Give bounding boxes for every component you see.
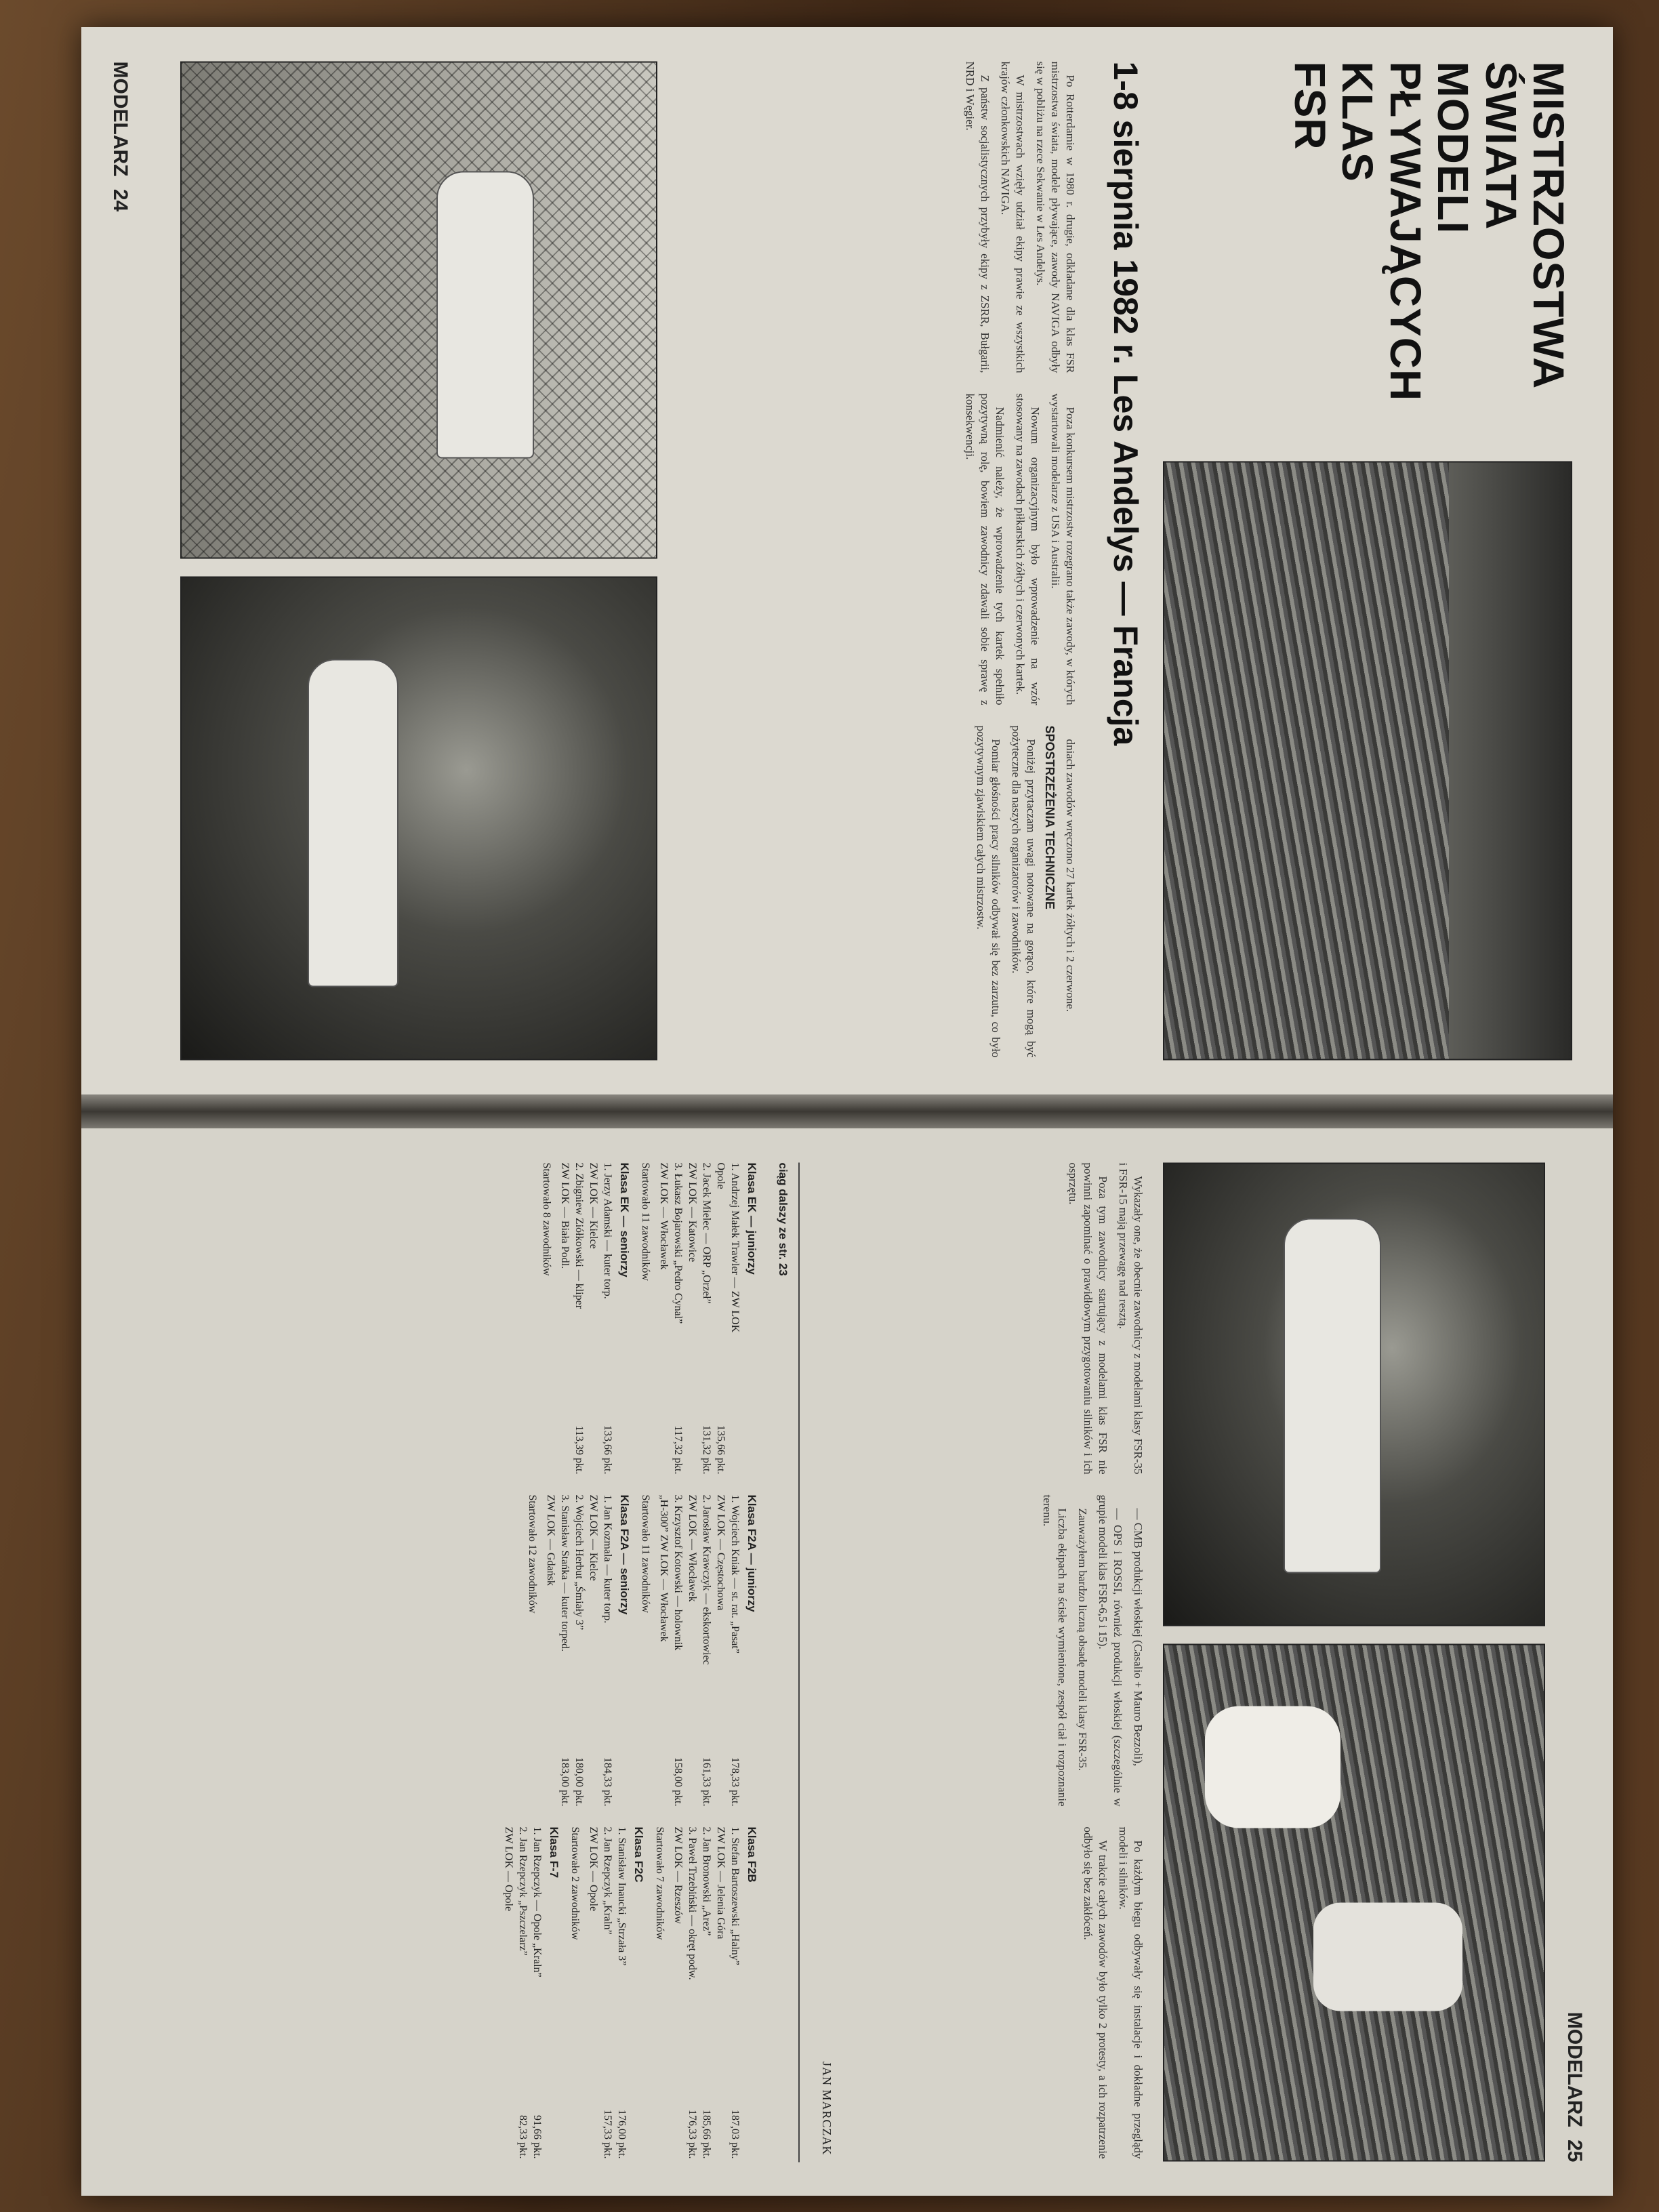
results-note: Startowało 2 zawodników <box>569 1826 581 1940</box>
result-row: ZW LOK — Częstochowa <box>715 1494 726 1610</box>
paragraph: Nowum organizacyjnym było wprowadzenie na wzór stosowany na zawodach piłkarskich żółtych i czerwonych kartek. <box>1014 393 1042 705</box>
result-row: 1. Stefan Bartoszewski „Halny” 187,03 pkt. <box>729 1826 741 2158</box>
results-header: Klasa F2C <box>632 1826 645 1883</box>
result-row: ZW LOK — Opole <box>503 1826 514 1911</box>
result-row: 3. Łukasz Bojarowski „Pedro Cynal” 117,32 pkt. <box>672 1162 684 1474</box>
headline-line-3: MODELI <box>1429 61 1478 234</box>
article-column-3 <box>968 725 1078 1057</box>
result-row: ZW LOK — Gdańsk <box>545 1494 556 1586</box>
modeler-with-boat-photo <box>1163 1162 1545 1626</box>
page-24-content <box>81 27 1613 1094</box>
results-note: Startowało 7 zawodników <box>654 1826 665 1940</box>
paragraph: Poza konkursem mistrzostw rozegrano także zawody, w których wystartowali modelarze z USA i Australii. <box>1049 393 1077 705</box>
result-row: ZW LOK — Opole <box>588 1826 599 1911</box>
result-row: 3. Stanisław Stańka — kuter torped. 183,00 pkt. <box>559 1494 571 1806</box>
results-header: Klasa F2A — seniorzy <box>618 1494 631 1614</box>
paragraph: Wykazały one, że obecnie zawodnicy z modelami klasy FSR-35 i FSR-15 mają przewagę nad resztą. <box>1117 1162 1145 1474</box>
boat-on-stand-photo <box>180 61 657 558</box>
headline <box>1286 61 1572 441</box>
result-row: 1. Jan Rzepczyk — Opole „Kraln” 91,66 pkt. <box>531 1826 543 2158</box>
result-row: „H-300” ZW LOK — Włocławek <box>658 1494 670 1642</box>
continued-note: ciąg dalszy ze str. 23 <box>777 1162 790 1276</box>
paragraph: Z państw socjalistycznych przybyły ekipy z ZSRR, Bułgarii, NRD i Węgier. <box>964 61 991 373</box>
result-row: ZW LOK — Włocławek <box>687 1494 698 1602</box>
results-note: Startowało 11 zawodników <box>640 1494 651 1613</box>
paragraph: dniach zawodów wręczono 27 kartek żółtych i 2 czerwone. <box>1064 739 1077 1012</box>
magazine-spine <box>81 1094 1613 1128</box>
dateline: 1-8 sierpnia 1982 r. Les Andelys — Francja <box>1107 61 1145 745</box>
open-magazine <box>81 27 1613 2196</box>
result-row: 2. Wojciech Herbut „Śmiały 3” 180,00 pkt. <box>573 1494 585 1806</box>
result-row: Opole 135,66 pkt. <box>715 1162 726 1474</box>
article-column-1 <box>1060 1162 1145 1474</box>
results-header: Klasa F2A — juniorzy <box>745 1494 758 1612</box>
result-row: ZW LOK — Jelenia Góra <box>715 1826 726 1939</box>
lake-photo <box>1163 461 1572 1060</box>
paragraph: W trakcie całych zawodów było tylko 2 protesty, a ich rozpatrzenie odbyło się bez zakłóceń. <box>1082 1826 1109 2158</box>
page-25-content <box>81 1128 1613 2196</box>
result-row: 2. Jarosław Krawczyk — ekskortowiec 161,33 pkt. <box>701 1494 712 1806</box>
result-row: 1. Andrzej Małek Trawler — ZW LOK <box>729 1162 741 1332</box>
results-note: Startowało 11 zawodników <box>640 1162 651 1281</box>
result-row: 2. Jacek Mielec — ORP „Orzeł” 131,32 pkt. <box>701 1162 712 1474</box>
article-column-3 <box>1075 1826 1145 2158</box>
paragraph: Nadmienić należy, że wprowadzenie tych kartek spełniło pozytywną rolę, bowiem zawodnicy zdawali sobie sprawę z konsekwencji. <box>964 393 1006 705</box>
headline-line-2: ŚWIATA <box>1476 61 1525 230</box>
result-row: ZW LOK — Kielce <box>588 1162 599 1249</box>
article-column-2 <box>1034 1494 1145 1806</box>
article-column-2 <box>957 393 1078 705</box>
paragraph: Zauważyłem bardzo liczną obsadę modeli klasy FSR-35. <box>1076 1508 1089 1771</box>
section-header: SPOSTRZEŻENIA TECHNICZNE <box>1043 725 1057 909</box>
page-25 <box>81 1128 1613 2196</box>
paragraph: — OPS i ROSSI, również produkcji włoskiej (szczególnie w grupie modeli klas FSR-6,5 i 15). <box>1097 1494 1124 1806</box>
result-row: 2. Zbigniew Ziółkowski — kliper 113,39 pkt. <box>573 1162 585 1474</box>
paragraph: Po Rotterdamie w 1980 r. drugie, odkładane dla klas FSR mistrzostwa świata, modele pływające, zawody NAVIGA odbyły się w pobliżu na rzece Sekwanie w Les Andelys. <box>1034 61 1077 373</box>
paragraph: Liczba ekipach na ścisłe wymienione, zespół ciał i rozpoznanie terenu. <box>1041 1494 1069 1806</box>
result-row: ZW LOK — Katowice <box>687 1162 698 1262</box>
result-row: ZW LOK — Biała Podl. <box>559 1162 571 1269</box>
result-row: 1. Jerzy Adamski — kuter torp. 133,66 pkt. <box>602 1162 613 1474</box>
article-column-1 <box>957 61 1078 373</box>
headline-line-5: KLAS <box>1333 61 1382 182</box>
paragraph: Po każdym biegu odbywały się instalacje i dokładne przeglądy modeli i silników. <box>1117 1826 1145 2158</box>
paragraph: — CMB produkcji włoskiej (Casalio + Mauro Bezzoli), <box>1132 1508 1145 1766</box>
page-24 <box>81 27 1613 1094</box>
results-column-2 <box>525 1494 766 1806</box>
paragraph: Pomiar głośności pracy silników odbywał się bez zarzutu, co było pozytywnym zjawiskiem całych mistrzostw. <box>975 725 1002 1057</box>
result-row: ZW LOK — Włocławek <box>658 1162 670 1270</box>
paragraph: Poniżej przytaczam uwagi notowane na gorąco, które mogą być pożyteczne dla naszych organizatorów i zawodników. <box>1010 725 1038 1057</box>
result-row: 1. Stanisław Inaucki „Strzała 3” 176,00 pkt. <box>616 1826 628 2158</box>
paragraph: W mistrzostwach wzięły udział ekipy prawie ze wszystkich krajów członkowskich NAVIGA. <box>999 61 1027 373</box>
author-signature: JAN MARCZAK <box>820 2061 834 2155</box>
result-row: 3. Paweł Trzebiński — okręt podw. 176,33 pkt. <box>687 1826 698 2158</box>
paragraph: Poza tym zawodnicy startujący z modelami klas FSR nie powinni zapominać o prawidłowym przygotowaniu silników i ich osprzętu. <box>1067 1162 1109 1474</box>
modelers-at-table-photo <box>180 576 657 1060</box>
results-header: Klasa EK — seniorzy <box>618 1162 631 1277</box>
result-row: ZW LOK — Kielce <box>588 1494 599 1581</box>
folio-name: MODELARZ <box>1563 2011 1586 2127</box>
folio-25 <box>1563 2011 1586 2162</box>
result-row: 1. Wojciech Kniak — st. rat. „Pasat” 178,33 pkt. <box>729 1494 741 1806</box>
result-row: 1. Jan Kozmala — kuter torp. 184,33 pkt. <box>602 1494 613 1806</box>
folio-number: 24 <box>109 188 131 211</box>
headline-line-1: MISTRZOSTWA <box>1524 61 1573 389</box>
headline-line-4: PŁYWAJĄCYCH <box>1380 61 1430 401</box>
results-note: Startowało 8 zawodników <box>541 1162 552 1276</box>
result-row: 2. Jan Bronowski „Arez” 185,66 pkt. <box>701 1826 712 2158</box>
folio-number: 25 <box>1563 2139 1586 2162</box>
result-row: 2. Jan Rzepczyk „Kraln” 157,33 pkt. <box>602 1826 613 2158</box>
results-header: Klasa EK — juniorzy <box>745 1162 758 1275</box>
results-header: Klasa F2B <box>745 1826 758 1883</box>
results-header: Klasa F-7 <box>548 1826 560 1878</box>
result-row: ZW LOK — Rzeszów <box>672 1826 684 1924</box>
result-row: 2. Jan Rzepczyk „Pszczelarz” 82,33 pkt. <box>517 1826 529 2158</box>
results-column-1 <box>539 1162 766 1474</box>
results-note: Startowało 12 zawodników <box>527 1494 538 1614</box>
section-divider <box>798 1162 800 2162</box>
modelers-at-water-photo <box>1163 1643 1545 2161</box>
folio-24 <box>108 61 131 211</box>
headline-line-6: FSR <box>1286 61 1335 150</box>
folio-name: MODELARZ <box>109 61 131 176</box>
results-column-3 <box>501 1826 766 2158</box>
result-row: 3. Krzysztof Kotowski — holownik 158,00 pkt. <box>672 1494 684 1806</box>
